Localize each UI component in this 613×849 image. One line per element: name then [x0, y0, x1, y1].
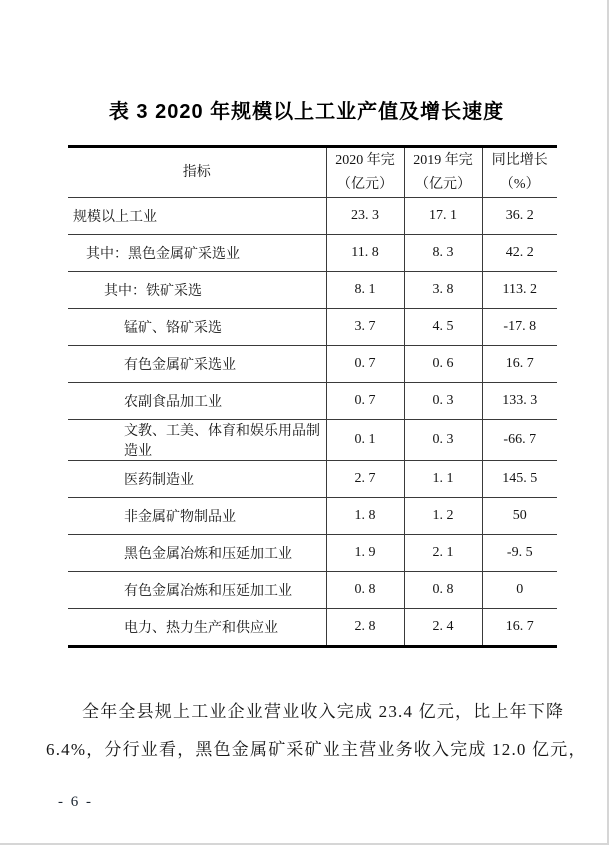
table-row — [68, 420, 557, 461]
indicator-cell: 锰矿、铬矿采选 — [68, 309, 326, 346]
growth-cell: 50 — [482, 498, 557, 535]
growth-cell: 36. 2 — [482, 198, 557, 235]
header-2020 — [326, 147, 404, 198]
table-title: 表 3 2020 年规模以上工业产值及增长速度 — [108, 101, 505, 123]
header-2019 — [404, 147, 482, 198]
value-2019-cell: 0. 6 — [404, 346, 482, 383]
body-paragraph-line-2: 6.4%，分行业看，黑色金属矿采矿业主营业务收入完成 12.0 亿元， — [46, 740, 587, 759]
table-row — [68, 461, 557, 498]
value-2020-cell: 1. 9 — [326, 535, 404, 572]
growth-cell: 113. 2 — [482, 272, 557, 309]
indicator-cell: 农副食品加工业 — [68, 383, 326, 420]
header-2020-line2: （亿元） — [337, 176, 393, 192]
value-2019-cell: 0. 3 — [404, 383, 482, 420]
value-2020-cell: 0. 7 — [326, 383, 404, 420]
value-2019-cell: 8. 3 — [404, 235, 482, 272]
table-row — [68, 309, 557, 346]
value-2019-cell: 0. 8 — [404, 572, 482, 609]
indicator-cell: 非金属矿物制品业 — [68, 498, 326, 535]
table-header-row — [68, 147, 557, 198]
header-growth-line1: 同比增长 — [491, 152, 548, 168]
value-2019-cell: 3. 8 — [404, 272, 482, 309]
header-growth-line2: （%） — [499, 176, 540, 192]
indicator-cell: 其中：黑色金属矿采选业 — [68, 235, 326, 272]
table-row — [68, 346, 557, 383]
indicator-cell: 黑色金属冶炼和压延加工业 — [68, 535, 326, 572]
growth-cell: -9. 5 — [482, 535, 557, 572]
value-2019-cell: 17. 1 — [404, 198, 482, 235]
value-2020-cell: 2. 7 — [326, 461, 404, 498]
value-2020-cell: 8. 1 — [326, 272, 404, 309]
header-2019-line2: （亿元） — [415, 176, 471, 192]
indicator-cell: 医药制造业 — [68, 461, 326, 498]
body-paragraph-line-1: 全年全县规上工业企业营业收入完成 23.4 亿元，比上年下降 — [82, 702, 565, 721]
value-2020-cell: 0. 7 — [326, 346, 404, 383]
value-2020-cell: 0. 8 — [326, 572, 404, 609]
page-number: - 6 - — [58, 794, 93, 810]
value-2019-cell: 2. 1 — [404, 535, 482, 572]
table-row — [68, 235, 557, 272]
growth-cell: 42. 2 — [482, 235, 557, 272]
growth-cell: 16. 7 — [482, 609, 557, 647]
indicator-cell: 其中：铁矿采选 — [68, 272, 326, 309]
growth-cell: 0 — [482, 572, 557, 609]
table-row — [68, 198, 557, 235]
indicator-cell: 规模以上工业 — [68, 198, 326, 235]
table-row — [68, 272, 557, 309]
growth-cell: -17. 8 — [482, 309, 557, 346]
table-row — [68, 498, 557, 535]
value-2019-cell: 1. 1 — [404, 461, 482, 498]
table-row — [68, 535, 557, 572]
table-row — [68, 572, 557, 609]
value-2019-cell: 0. 3 — [404, 420, 482, 461]
growth-cell: -66. 7 — [482, 420, 557, 461]
page-edge-bottom — [0, 843, 609, 845]
indicator-cell: 电力、热力生产和供应业 — [68, 609, 326, 647]
indicator-cell: 有色金属冶炼和压延加工业 — [68, 572, 326, 609]
table-row — [68, 609, 557, 647]
indicator-cell: 有色金属矿采选业 — [68, 346, 326, 383]
value-2020-cell: 23. 3 — [326, 198, 404, 235]
growth-cell: 145. 5 — [482, 461, 557, 498]
value-2020-cell: 2. 8 — [326, 609, 404, 647]
value-2020-cell: 0. 1 — [326, 420, 404, 461]
industry-output-table — [68, 145, 557, 648]
table-row — [68, 383, 557, 420]
header-2020-line1: 2020 年完 — [335, 152, 395, 168]
value-2019-cell: 4. 5 — [404, 309, 482, 346]
value-2019-cell: 1. 2 — [404, 498, 482, 535]
header-growth — [482, 147, 557, 198]
growth-cell: 133. 3 — [482, 383, 557, 420]
page-edge-right — [607, 0, 609, 845]
header-indicator: 指标 — [68, 147, 326, 198]
value-2020-cell: 1. 8 — [326, 498, 404, 535]
value-2020-cell: 11. 8 — [326, 235, 404, 272]
indicator-cell: 文教、工美、体育和娱乐用品制造业 — [68, 420, 326, 461]
growth-cell: 16. 7 — [482, 346, 557, 383]
header-2019-line1: 2019 年完 — [413, 152, 473, 168]
value-2019-cell: 2. 4 — [404, 609, 482, 647]
value-2020-cell: 3. 7 — [326, 309, 404, 346]
